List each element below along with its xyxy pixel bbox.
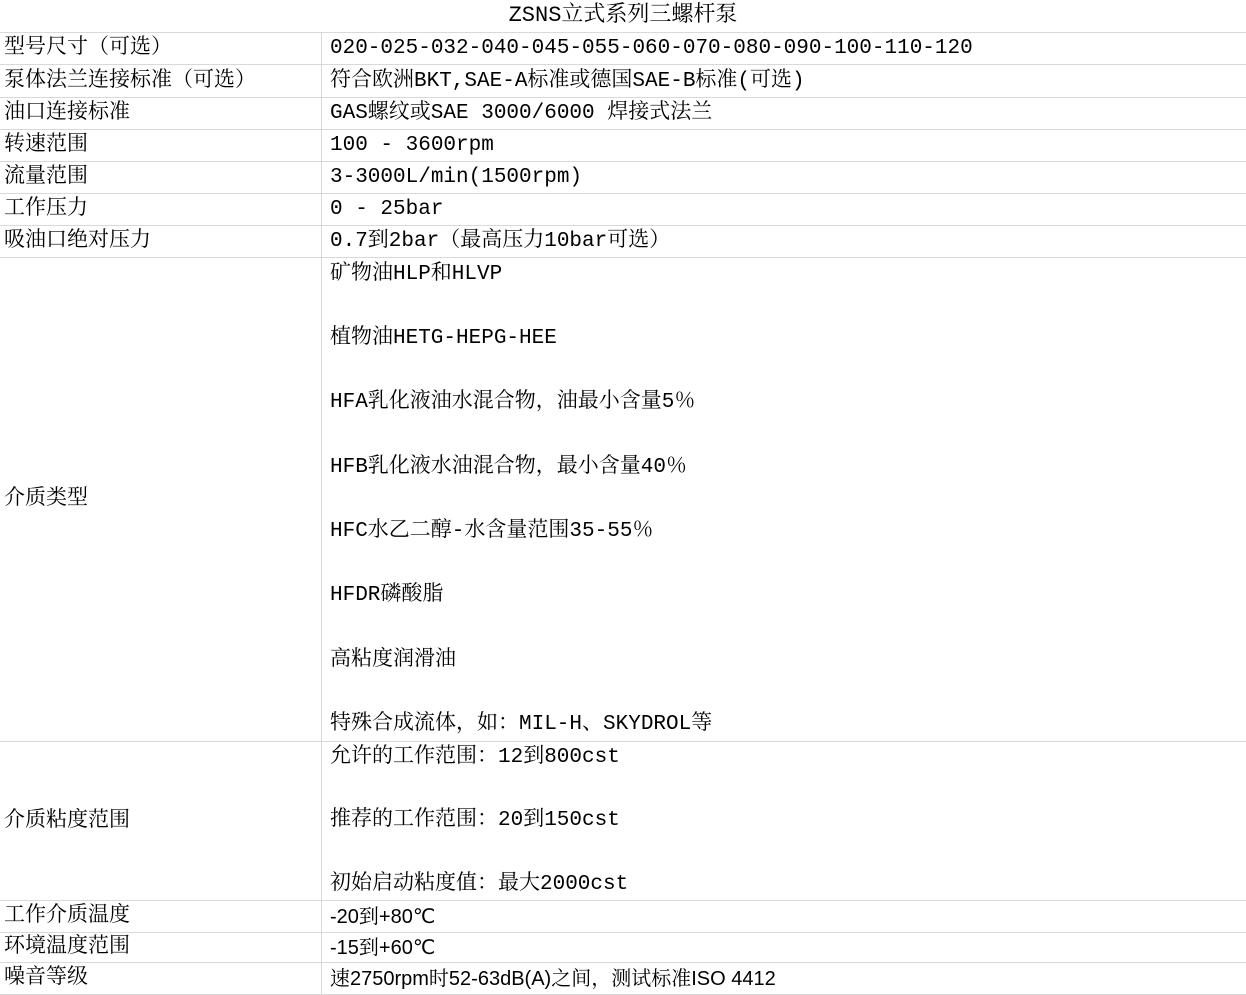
spec-row-port-standard [0, 98, 1246, 130]
viscosity-line: 允许的工作范围：12到800cst [330, 746, 620, 770]
viscosity-line: 初始启动粘度值：最大2000cst [330, 872, 629, 896]
spec-row-medium-type [0, 258, 1246, 742]
spec-row-medium-temperature [0, 901, 1246, 933]
medium-type-line: HFDR磷酸脂 [330, 584, 444, 608]
spec-row-noise-level [0, 963, 1246, 995]
page-title: ZSNS立式系列三螺杆泵 [508, 3, 738, 28]
spec-row-flow-range [0, 162, 1246, 194]
row-label: 介质类型 [0, 258, 322, 741]
viscosity-line: 推荐的工作范围：20到150cst [330, 809, 620, 833]
spec-row-model-size [0, 33, 1246, 65]
spec-row-working-pressure [0, 194, 1246, 226]
row-label: 流量范围 [0, 162, 322, 193]
row-label: 环境温度范围 [0, 933, 322, 962]
row-label: 介质粘度范围 [0, 742, 322, 900]
spec-row-ambient-temperature [0, 933, 1246, 963]
row-label: 型号尺寸（可选） [0, 33, 322, 64]
spec-row-speed-range [0, 130, 1246, 162]
medium-type-line: HFC水乙二醇-水含量范围35-55％ [330, 520, 654, 544]
row-value: 0 - 25bar [330, 198, 444, 221]
medium-type-line: 高粘度润滑油 [330, 648, 456, 672]
row-value: 3-3000L/min(1500rpm) [330, 166, 583, 189]
table-title-row [0, 0, 1246, 33]
spec-row-viscosity-range [0, 742, 1246, 901]
row-value: -15到+60℃ [330, 936, 436, 959]
row-label: 油口连接标准 [0, 98, 322, 129]
medium-type-line: 特殊合成流体，如：MIL-H、SKYDROL等 [330, 713, 713, 737]
row-value: 100 - 3600rpm [330, 134, 494, 157]
row-value: 符合欧洲BKT,SAE-A标准或德国SAE-B标准(可选) [330, 69, 805, 93]
row-value: 0.7到2bar（最高压力10bar可选） [330, 230, 671, 253]
medium-type-line: 植物油HETG-HEPG-HEE [330, 326, 557, 350]
medium-type-line: HFB乳化液水油混合物，最小含量40％ [330, 455, 688, 479]
row-value: GAS螺纹或SAE 3000/6000 焊接式法兰 [330, 102, 713, 125]
medium-type-line: 矿物油HLP和HLVP [330, 262, 503, 286]
row-value: 020-025-032-040-045-055-060-070-080-090-100-110-120 [330, 37, 973, 60]
row-label: 转速范围 [0, 130, 322, 161]
medium-type-line: HFA乳化液油水混合物，油最小含量5％ [330, 391, 696, 415]
row-label: 工作介质温度 [0, 901, 322, 932]
row-label: 吸油口绝对压力 [0, 226, 322, 257]
row-label: 工作压力 [0, 194, 322, 225]
spec-row-flange-standard [0, 65, 1246, 98]
spec-row-inlet-pressure [0, 226, 1246, 258]
row-label: 噪音等级 [0, 963, 322, 994]
row-value-multiline [322, 742, 1246, 900]
row-value: -20到+80℃ [330, 905, 436, 928]
row-label: 泵体法兰连接标准（可选） [0, 65, 322, 97]
row-value-multiline [322, 258, 1246, 741]
row-value: 速2750rpm时52-63dB(A)之间，测试标准ISO 4412 [330, 967, 776, 990]
